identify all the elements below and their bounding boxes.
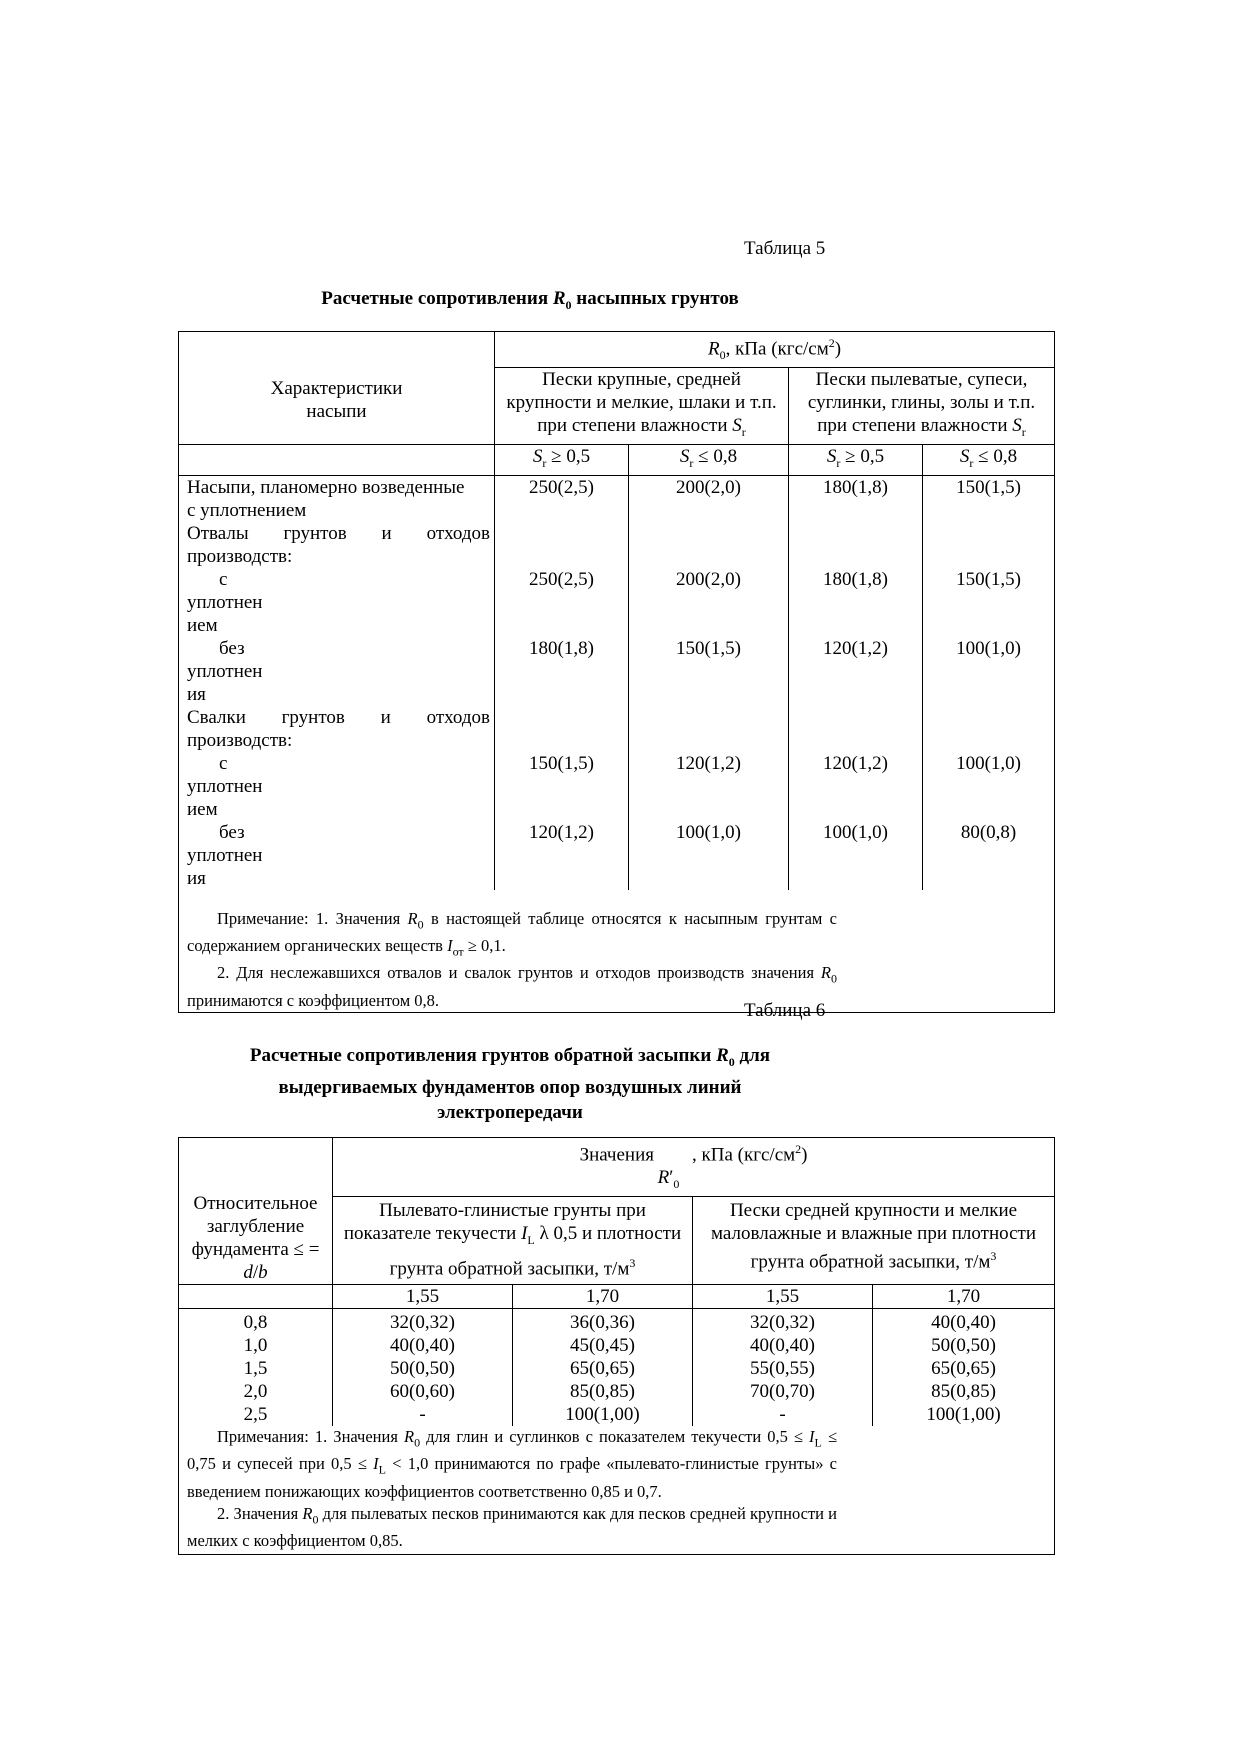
table-row [179, 568, 1055, 637]
table6-notes: Примечания: 1. Значения $R_0$ для глин и суглинков с показателем текучести $0,5 \le I_L \le 0,75$ и супесей при $0,5 \le I_L < 1,0$ принимаются по графе «пылевато-глинистые грунты» с введением понижающих коэффициентов соответственно 0,85 и 0,7. 2. Значения $R_0$ для пылеватых песков принимаются как для песков средней крупности и мелких с коэффициентом 0,85. [187, 1427, 838, 1550]
row-label: Отвалы грунтов и отходов производств: [179, 522, 495, 568]
table-row [179, 706, 1055, 752]
row-label: с уплотнен ием [179, 568, 495, 637]
density-header: 1,55 [693, 1285, 873, 1309]
table-cell: 32(0,32) 40(0,40) 55(0,55) 70(0,70) - [693, 1309, 873, 1427]
table-cell: 150(1,5) [495, 752, 629, 821]
density-header: 1,55 [333, 1285, 513, 1309]
table-cell: 100(1,0) [956, 637, 1021, 659]
sub-header-empty [179, 444, 495, 475]
depth-cell: 0,8 1,0 1,5 2,0 2,5 [179, 1309, 333, 1427]
density-header: 1,70 [513, 1285, 693, 1309]
table-cell: 120(1,2) [789, 637, 923, 706]
table-cell: 120(1,2) [789, 752, 923, 821]
header-dusty-clay: Пылевато-глинистые грунты при показателе текучести $I_L$ λ 0,5 и плотности грунта обратной засыпки, $т/м^3$ [333, 1197, 693, 1285]
table-cell: 120(1,2) [629, 752, 789, 821]
col-characteristics: Характеристики насыпи [179, 332, 495, 445]
table6 [178, 1137, 1055, 1555]
table-cell: 250(2,5) [495, 475, 629, 522]
table-cell: 180(1,8) [789, 568, 923, 637]
table5 [178, 331, 1055, 1013]
table-cell: 150(1,5) [629, 637, 789, 706]
table-cell: 36(0,36) 45(0,45) 65(0,65) 85(0,85) 100(1,00) [513, 1309, 693, 1427]
row-label: Насыпи, планомерно возведенные с уплотнением [179, 475, 495, 522]
group-header: $R_0$, кПа $(кгс/см^2)$ [495, 332, 1055, 368]
table-row [179, 752, 1055, 821]
table-row [179, 821, 1055, 890]
table-cell: 100(1,0) [789, 821, 923, 890]
table-cell: 80(0,8) [960, 821, 1017, 843]
table5-caption: Таблица 5 [744, 238, 826, 259]
sub-header-sr: $S_r \ge 0,5$ [789, 444, 923, 475]
header-sand-coarse: Пески крупные, средней крупности и мелкие, шлаки и т.п. при степени влажности $S_r$ [495, 368, 789, 445]
table-cell: 200(2,0) [629, 568, 789, 637]
table-cell: 32(0,32) 40(0,40) 50(0,50) 60(0,60) - [333, 1309, 513, 1427]
sub-header-sr: $S_r \ge 0,5$ [495, 444, 629, 475]
table6-title: Расчетные сопротивления грунтов обратной засыпки $R_0$ для выдергиваемых фундаментов опор воздушных линий электропередачи [249, 1045, 771, 1123]
table-cell: 180(1,8) [495, 637, 629, 706]
table-row [179, 1309, 1055, 1427]
table-cell: 100(1,0) [629, 821, 789, 890]
row-label: Свалки грунтов и отходов производств: [179, 706, 495, 752]
table6-caption: Таблица 6 [744, 1000, 826, 1021]
table-cell: 150(1,5) [956, 476, 1021, 498]
density-header: 1,70 [873, 1285, 1055, 1309]
table-cell: 200(2,0) [629, 475, 789, 522]
table-cell: 250(2,5) [495, 568, 629, 637]
table-row [179, 475, 1055, 522]
header-sand-medium: Пески средней крупности и мелкие маловлажные и влажные при плотности грунта обратной засыпки, $т/м^3$ [693, 1197, 1055, 1285]
table5-notes: Примечание: 1. Значения $R_0$ в настоящей таблице относятся к насыпным грунтам с содержанием органических веществ $I_{от} \ge 0,1$. 2. Для неслежавшихся отвалов и свалок грунтов и отходов производств значения $R_0$ принимаются с коэффициентом 0,8. [187, 908, 838, 1010]
table5-title: Расчетные сопротивления $R_0$ насыпных грунтов [321, 288, 739, 312]
table-cell: 150(1,5) [956, 568, 1021, 590]
sub-header-sr: $S_r \le 0,8$ [629, 444, 789, 475]
row-label: с уплотнен ием [179, 752, 495, 821]
header-sand-dusty: Пески пылеватые, супеси, суглинки, глины, золы и т.п. при степени влажности $S_r$ [789, 368, 1055, 445]
table-cell: 120(1,2) [495, 821, 629, 890]
group-header: Значения , кПа $(кгс/см^2)$ $R'_0$ [333, 1138, 1055, 1197]
sub-header-sr: $S_r \le 0,8$ [923, 444, 1055, 475]
col-relative: Относительное заглубление фундамента ≤ = d/b [179, 1138, 333, 1285]
table-row [179, 637, 1055, 706]
table-cell: 180(1,8) [789, 475, 923, 522]
table-cell: 100(1,0) [956, 752, 1021, 774]
table-row [179, 522, 1055, 568]
table-cell: 40(0,40) 50(0,50) 65(0,65) 85(0,85) 100(1,00) [926, 1312, 1001, 1425]
row-label: без уплотнен ия [179, 637, 495, 706]
row-label: без уплотнен ия [179, 821, 495, 890]
